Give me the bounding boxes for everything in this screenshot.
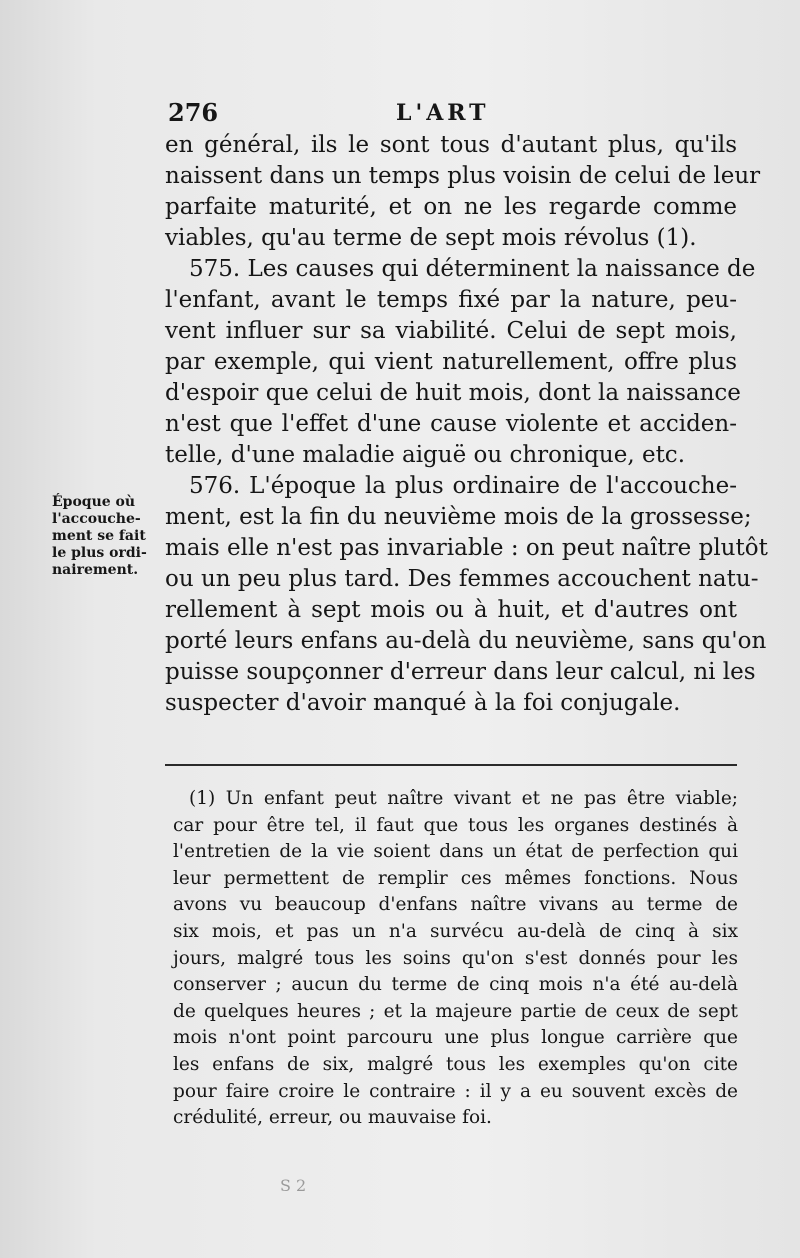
body-line: puisse soupçonner d'erreur dans leur calcul, ni les [165, 659, 756, 685]
body-line: d'espoir que celui de huit mois, dont la naissance [165, 380, 741, 406]
body-line: suspecter d'avoir manqué à la foi conjugale. [165, 690, 681, 716]
body-line: ou un peu plus tard. Des femmes accouchent natu- [165, 566, 759, 592]
body-line: 576. L'époque la plus ordinaire de l'accouche- [189, 473, 737, 499]
running-head: L'ART [396, 100, 490, 126]
footnote-line: leur permettent de remplir ces mêmes fonctions. Nous [173, 867, 738, 889]
body-line: par exemple, qui vient naturellement, offre plus [165, 349, 737, 375]
body-line: parfaite maturité, et on ne les regarde comme [165, 194, 737, 220]
footnote-line: de quelques heures ; et la majeure partie de ceux de sept [173, 1000, 738, 1022]
signature-mark: S 2 [280, 1176, 307, 1195]
footnote-line: crédulité, erreur, ou mauvaise foi. [173, 1107, 492, 1129]
margin-note [52, 494, 160, 579]
body-line: porté leurs enfans au-delà du neuvième, sans qu'on [165, 628, 767, 654]
body-line: ment, est la fin du neuvième mois de la grossesse; [165, 504, 752, 530]
footnote-line: conserver ; aucun du terme de cinq mois n'a été au-delà [173, 974, 738, 996]
body-line: vent influer sur sa viabilité. Celui de sept mois, [165, 318, 737, 344]
body-line: n'est que l'effet d'une cause violente et acciden- [165, 411, 737, 437]
footnote-line: pour faire croire le contraire : il y a eu souvent excès de [173, 1080, 738, 1102]
footnote-rule [165, 764, 737, 766]
page-header [168, 98, 728, 130]
margin-note-line: nairement. [52, 562, 139, 578]
margin-note-line: l'accouche- [52, 511, 141, 527]
margin-note-line: le plus ordi- [52, 545, 147, 561]
footnote [173, 786, 738, 1132]
footnote-line: mois n'ont point parcouru une plus longue carrière que [173, 1027, 738, 1049]
footnote-line: avons vu beaucoup d'enfans naître vivans au terme de [173, 894, 738, 916]
body-line: en général, ils le sont tous d'autant plus, qu'ils [165, 132, 737, 158]
margin-note-line: ment se fait [52, 528, 146, 544]
body-line: l'enfant, avant le temps fixé par la nature, peu- [165, 287, 737, 313]
footnote-line: jours, malgré tous les soins qu'on s'est donnés pour les [173, 947, 738, 969]
footnote-line: car pour être tel, il faut que tous les organes destinés à [173, 814, 738, 836]
footnote-line: (1) Un enfant peut naître vivant et ne pas être viable; [189, 788, 738, 809]
margin-note-line: Époque où [52, 494, 136, 510]
body-text [165, 130, 768, 719]
footnote-line: l'entretien de la vie soient dans un état de perfection qui [173, 841, 738, 863]
body-line: rellement à sept mois ou à huit, et d'autres ont [165, 597, 737, 623]
body-line: viables, qu'au terme de sept mois révolus (1). [165, 225, 697, 251]
footnote-line: six mois, et pas un n'a survécu au-delà de cinq à six [173, 920, 738, 942]
body-line: telle, d'une maladie aiguë ou chronique, etc. [165, 442, 686, 468]
page-number: 276 [168, 98, 219, 127]
body-line: naissent dans un temps plus voisin de celui de leur [165, 163, 761, 189]
body-line: mais elle n'est pas invariable : on peut naître plutôt [165, 535, 768, 561]
footnote-line: les enfans de six, malgré tous les exemples qu'on cite [173, 1053, 738, 1075]
body-line: 575. Les causes qui déterminent la naissance de [189, 256, 756, 282]
